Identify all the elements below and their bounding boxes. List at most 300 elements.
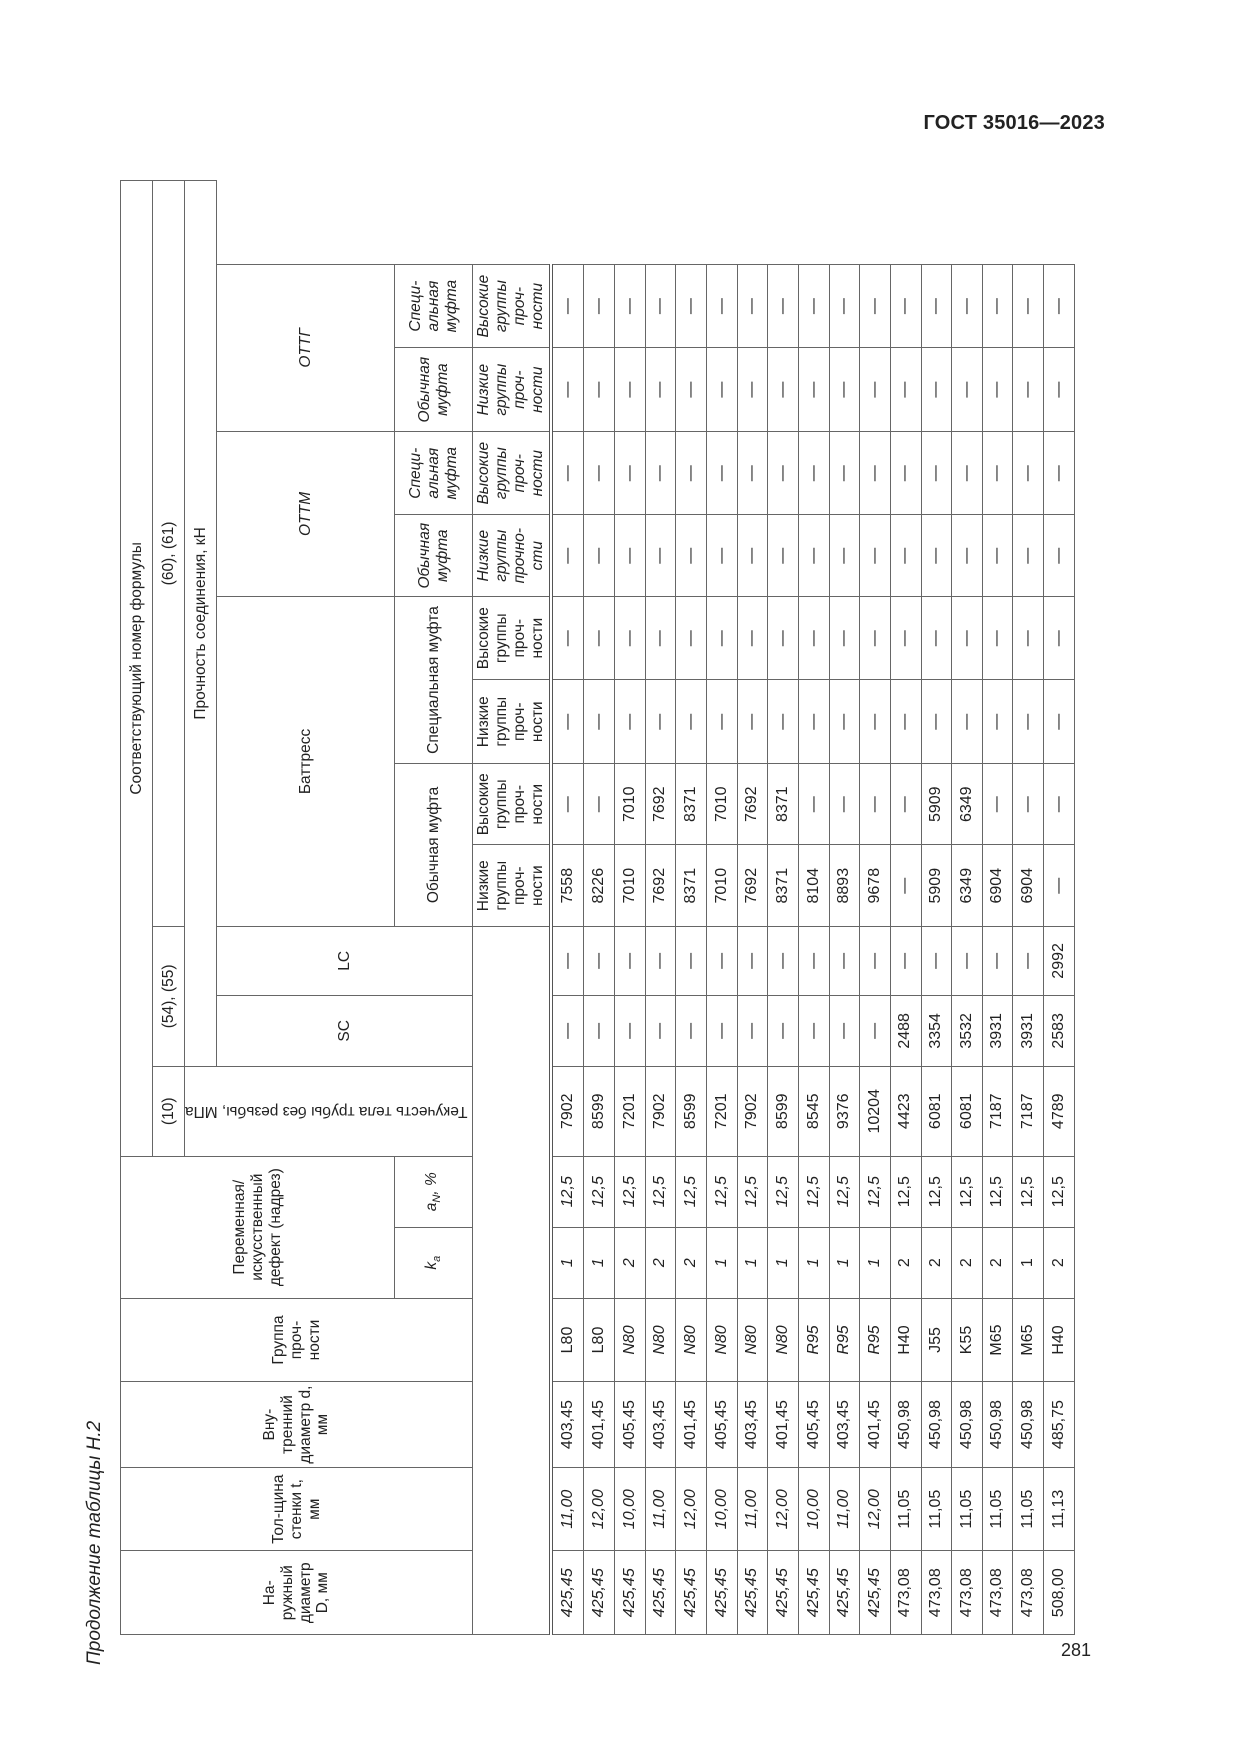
cell-t: 11,05: [1013, 1467, 1044, 1551]
cell-sc: —: [584, 995, 615, 1066]
cell-bh: —: [584, 764, 615, 845]
table-row: [584, 181, 615, 1635]
cell-t: 11,00: [551, 1467, 584, 1551]
cell-an: 12,5: [798, 1156, 829, 1227]
cell-sh: —: [982, 596, 1013, 680]
cell-bh: —: [982, 764, 1013, 845]
cell-ol: —: [890, 515, 921, 596]
cell-sh: —: [921, 596, 952, 680]
cell-sl: —: [768, 680, 799, 764]
cell-sl: —: [952, 680, 983, 764]
cell-d: 405,45: [798, 1382, 829, 1468]
cell-sh: —: [829, 596, 860, 680]
cell-g: N80: [614, 1298, 645, 1382]
cell-gh: —: [890, 264, 921, 348]
cell-g: L80: [551, 1298, 584, 1382]
cell-an: 12,5: [829, 1156, 860, 1227]
cell-sh: —: [890, 596, 921, 680]
cell-bl: 7558: [551, 845, 584, 926]
cell-ka: 2: [676, 1227, 707, 1298]
cell-D: 425,45: [829, 1551, 860, 1635]
cell-gh: —: [737, 264, 768, 348]
cell-g: N80: [737, 1298, 768, 1382]
cell-oh: —: [706, 431, 737, 515]
cell-bl: 8371: [676, 845, 707, 926]
cell-sl: —: [1044, 680, 1075, 764]
cell-sl: —: [614, 680, 645, 764]
cell-ol: —: [982, 515, 1013, 596]
cell-ka: 2: [890, 1227, 921, 1298]
cell-gh: —: [1044, 264, 1075, 348]
cell-sh: —: [860, 596, 891, 680]
cell-sc: —: [706, 995, 737, 1066]
cell-g: H40: [1044, 1298, 1075, 1382]
cell-t: 12,00: [584, 1467, 615, 1551]
cell-an: 12,5: [1044, 1156, 1075, 1227]
cell-bh: —: [829, 764, 860, 845]
cell-bl: 7010: [706, 845, 737, 926]
cell-oh: —: [614, 431, 645, 515]
table-row: [768, 181, 799, 1635]
cell-d: 450,98: [890, 1382, 921, 1468]
cell-sl: —: [890, 680, 921, 764]
ottm-regular-coupling: Обычная муфта: [395, 515, 473, 596]
cell-bl: 6904: [1013, 845, 1044, 926]
cell-D: 425,45: [584, 1551, 615, 1635]
cell-t: 11,05: [890, 1467, 921, 1551]
cell-D: 473,08: [890, 1551, 921, 1635]
table-row: [1013, 181, 1044, 1635]
cell-bh: 7010: [614, 764, 645, 845]
cell-y: 8545: [798, 1066, 829, 1156]
table-row: [829, 181, 860, 1635]
cell-sh: —: [1044, 596, 1075, 680]
cell-ol: —: [768, 515, 799, 596]
data-table: [120, 180, 1075, 1635]
table-row: [921, 181, 952, 1635]
cell-d: 401,45: [860, 1382, 891, 1468]
cell-an: 12,5: [614, 1156, 645, 1227]
page-number: 281: [1061, 1640, 1092, 1660]
col-ka: $k_a$: [395, 1227, 473, 1298]
table-row: [737, 181, 768, 1635]
cell-y: 9376: [829, 1066, 860, 1156]
cell-bl: 8104: [798, 845, 829, 926]
col-strength-group: Группа проч-ности: [121, 1298, 473, 1382]
cell-bh: 7010: [706, 764, 737, 845]
cell-ol: —: [921, 515, 952, 596]
cell-sc: 3354: [921, 995, 952, 1066]
table-caption: Продолжение таблицы Н.2: [84, 1420, 105, 1665]
formula-number-header: Соответствующий номер формулы: [121, 181, 153, 1157]
cell-sl: —: [860, 680, 891, 764]
cell-sc: 3931: [1013, 995, 1044, 1066]
cell-oh: —: [737, 431, 768, 515]
cell-ol: —: [860, 515, 891, 596]
cell-sh: —: [551, 596, 584, 680]
cell-gl: —: [890, 348, 921, 432]
cell-ka: 1: [768, 1227, 799, 1298]
cell-ol: —: [584, 515, 615, 596]
cell-D: 425,45: [645, 1551, 676, 1635]
cell-sh: —: [676, 596, 707, 680]
cell-oh: —: [1013, 431, 1044, 515]
cell-oh: —: [645, 431, 676, 515]
cell-sl: —: [645, 680, 676, 764]
cell-y: 8599: [584, 1066, 615, 1156]
cell-t: 11,00: [645, 1467, 676, 1551]
cell-ol: —: [829, 515, 860, 596]
col-inner-diameter: Вну-тренний диаметр d, мм: [121, 1382, 473, 1468]
cell-d: 401,45: [768, 1382, 799, 1468]
cell-bh: —: [551, 764, 584, 845]
cell-an: 12,5: [860, 1156, 891, 1227]
cell-sc: —: [768, 995, 799, 1066]
cell-ol: —: [551, 515, 584, 596]
cell-lc: —: [860, 926, 891, 995]
cell-lc: —: [706, 926, 737, 995]
cell-an: 12,5: [676, 1156, 707, 1227]
cell-gh: —: [829, 264, 860, 348]
cell-ka: 2: [921, 1227, 952, 1298]
cell-t: 10,00: [706, 1467, 737, 1551]
cell-an: 12,5: [706, 1156, 737, 1227]
table-row: [952, 181, 983, 1635]
cell-oh: —: [829, 431, 860, 515]
cell-bh: —: [860, 764, 891, 845]
cell-D: 425,45: [706, 1551, 737, 1635]
cell-t: 11,00: [737, 1467, 768, 1551]
cell-y: 8599: [768, 1066, 799, 1156]
cell-gl: —: [1044, 348, 1075, 432]
cell-an: 12,5: [952, 1156, 983, 1227]
cell-g: N80: [676, 1298, 707, 1382]
cell-y: 7187: [1013, 1066, 1044, 1156]
cell-y: 6081: [921, 1066, 952, 1156]
cell-gh: —: [860, 264, 891, 348]
cell-g: R95: [798, 1298, 829, 1382]
cell-oh: —: [952, 431, 983, 515]
cell-bl: 6349: [952, 845, 983, 926]
buttress-regular-low: Низкие группы проч-ности: [473, 845, 551, 926]
ottm-special-coupling: Специ-альная муфта: [395, 431, 473, 515]
cell-D: 425,45: [614, 1551, 645, 1635]
cell-lc: —: [614, 926, 645, 995]
cell-t: 11,05: [982, 1467, 1013, 1551]
col-lc: LC: [217, 926, 473, 995]
cell-oh: —: [921, 431, 952, 515]
cell-ka: 1: [551, 1227, 584, 1298]
cell-sh: —: [798, 596, 829, 680]
buttress-header: Баттресс: [217, 596, 395, 926]
cell-sl: —: [798, 680, 829, 764]
cell-sl: —: [706, 680, 737, 764]
cell-ka: 1: [1013, 1227, 1044, 1298]
cell-bl: 8893: [829, 845, 860, 926]
cell-bh: 6349: [952, 764, 983, 845]
cell-y: 7201: [614, 1066, 645, 1156]
col-sc: SC: [217, 995, 473, 1066]
cell-bh: —: [1044, 764, 1075, 845]
cell-lc: —: [551, 926, 584, 995]
cell-d: 403,45: [551, 1382, 584, 1468]
cell-oh: —: [798, 431, 829, 515]
cell-lc: —: [829, 926, 860, 995]
cell-sh: —: [706, 596, 737, 680]
table-row: [614, 181, 645, 1635]
buttress-special-high: Высокие группы проч-ности: [473, 596, 551, 680]
cell-y: 10204: [860, 1066, 891, 1156]
cell-an: 12,5: [921, 1156, 952, 1227]
cell-gl: —: [952, 348, 983, 432]
cell-ka: 1: [584, 1227, 615, 1298]
cell-ol: —: [614, 515, 645, 596]
cell-sl: —: [737, 680, 768, 764]
cell-D: 473,08: [952, 1551, 983, 1635]
cell-g: M65: [1013, 1298, 1044, 1382]
table-row: [676, 181, 707, 1635]
cell-d: 401,45: [676, 1382, 707, 1468]
cell-t: 11,13: [1044, 1467, 1075, 1551]
cell-g: J55: [921, 1298, 952, 1382]
cell-gl: —: [706, 348, 737, 432]
ottm-regular-low: Низкие группы прочно-сти: [473, 515, 551, 596]
cell-lc: —: [798, 926, 829, 995]
yield-strength-label: Текучесть тела трубы без резьбы, МПа: [185, 1103, 468, 1121]
col-defect: Переменная/ искусственный дефект (надрез): [121, 1156, 395, 1298]
cell-bl: 8226: [584, 845, 615, 926]
cell-y: 7902: [551, 1066, 584, 1156]
cell-y: 8599: [676, 1066, 707, 1156]
cell-oh: —: [551, 431, 584, 515]
cell-sl: —: [676, 680, 707, 764]
cell-sc: 2583: [1044, 995, 1075, 1066]
cell-sc: —: [676, 995, 707, 1066]
cell-sl: —: [551, 680, 584, 764]
cell-d: 403,45: [829, 1382, 860, 1468]
cell-g: M65: [982, 1298, 1013, 1382]
cell-y: 6081: [952, 1066, 983, 1156]
cell-bh: —: [1013, 764, 1044, 845]
cell-d: 405,45: [614, 1382, 645, 1468]
cell-gh: —: [768, 264, 799, 348]
cell-d: 450,98: [921, 1382, 952, 1468]
cell-bl: 7692: [645, 845, 676, 926]
cell-bl: 7692: [737, 845, 768, 926]
cell-lc: —: [645, 926, 676, 995]
table-row: [860, 181, 891, 1635]
cell-sh: —: [768, 596, 799, 680]
cell-d: 401,45: [584, 1382, 615, 1468]
cell-sc: 2488: [890, 995, 921, 1066]
table-row: [551, 181, 584, 1635]
cell-ol: —: [737, 515, 768, 596]
cell-D: 425,45: [676, 1551, 707, 1635]
col-yield-strength: [185, 1066, 473, 1156]
cell-gl: —: [584, 348, 615, 432]
cell-ka: 1: [860, 1227, 891, 1298]
buttress-regular-high: Высокие группы проч-ности: [473, 764, 551, 845]
cell-y: 7902: [737, 1066, 768, 1156]
cell-gl: —: [982, 348, 1013, 432]
cell-sc: 3931: [982, 995, 1013, 1066]
cell-ol: —: [645, 515, 676, 596]
table-row: [645, 181, 676, 1635]
cell-lc: —: [737, 926, 768, 995]
cell-t: 12,00: [676, 1467, 707, 1551]
cell-bh: 7692: [737, 764, 768, 845]
cell-g: L80: [584, 1298, 615, 1382]
cell-sc: —: [645, 995, 676, 1066]
cell-gh: —: [551, 264, 584, 348]
cell-gl: —: [1013, 348, 1044, 432]
cell-t: 11,05: [952, 1467, 983, 1551]
col-an: $a_N$, %: [395, 1156, 473, 1227]
cell-d: 450,98: [1013, 1382, 1044, 1468]
table-row: [798, 181, 829, 1635]
cell-sc: —: [614, 995, 645, 1066]
cell-an: 12,5: [645, 1156, 676, 1227]
cell-D: 425,45: [860, 1551, 891, 1635]
cell-t: 11,05: [921, 1467, 952, 1551]
cell-gl: —: [860, 348, 891, 432]
cell-gh: —: [706, 264, 737, 348]
cell-d: 403,45: [645, 1382, 676, 1468]
cell-an: 12,5: [982, 1156, 1013, 1227]
buttress-special-low: Низкие группы проч-ности: [473, 680, 551, 764]
cell-gl: —: [921, 348, 952, 432]
cell-gh: —: [921, 264, 952, 348]
ottg-regular-low: Низкие группы проч-ности: [473, 348, 551, 432]
cell-gh: —: [1013, 264, 1044, 348]
cell-D: 425,45: [768, 1551, 799, 1635]
cell-an: 12,5: [584, 1156, 615, 1227]
cell-gl: —: [768, 348, 799, 432]
cell-sc: —: [860, 995, 891, 1066]
cell-g: R95: [829, 1298, 860, 1382]
cell-gh: —: [952, 264, 983, 348]
cell-g: R95: [860, 1298, 891, 1382]
cell-lc: —: [952, 926, 983, 995]
col-wall-thickness: Тол-щина стенки t, мм: [121, 1467, 473, 1551]
cell-lc: —: [584, 926, 615, 995]
cell-gh: —: [676, 264, 707, 348]
cell-sl: —: [1013, 680, 1044, 764]
cell-y: 4789: [1044, 1066, 1075, 1156]
cell-t: 10,00: [798, 1467, 829, 1551]
cell-oh: —: [768, 431, 799, 515]
table-row: [1044, 181, 1075, 1635]
cell-oh: —: [1044, 431, 1075, 515]
cell-bh: 8371: [768, 764, 799, 845]
ottm-header: ОТТМ: [217, 431, 395, 596]
cell-ka: 2: [982, 1227, 1013, 1298]
ottg-header: ОТТГ: [217, 264, 395, 431]
cell-bl: 6904: [982, 845, 1013, 926]
buttress-special-coupling: Специальная муфта: [395, 596, 473, 763]
cell-ka: 1: [706, 1227, 737, 1298]
cell-oh: —: [860, 431, 891, 515]
cell-ol: —: [706, 515, 737, 596]
cell-bh: 8371: [676, 764, 707, 845]
cell-bh: 5909: [921, 764, 952, 845]
formula-10: (10): [153, 1066, 185, 1156]
cell-oh: —: [890, 431, 921, 515]
cell-sc: —: [798, 995, 829, 1066]
cell-bh: —: [798, 764, 829, 845]
table-row: [706, 181, 737, 1635]
cell-bl: 7010: [614, 845, 645, 926]
cell-lc: —: [921, 926, 952, 995]
cell-sh: —: [737, 596, 768, 680]
cell-lc: —: [676, 926, 707, 995]
cell-ol: —: [1013, 515, 1044, 596]
cell-sc: —: [551, 995, 584, 1066]
cell-gh: —: [982, 264, 1013, 348]
cell-sh: —: [1013, 596, 1044, 680]
cell-an: 12,5: [890, 1156, 921, 1227]
cell-d: 485,75: [1044, 1382, 1075, 1468]
table-row: [982, 181, 1013, 1635]
cell-gl: —: [798, 348, 829, 432]
cell-gl: —: [551, 348, 584, 432]
cell-lc: —: [982, 926, 1013, 995]
cell-sh: —: [584, 596, 615, 680]
cell-sc: —: [829, 995, 860, 1066]
cell-t: 12,00: [768, 1467, 799, 1551]
cell-gl: —: [645, 348, 676, 432]
ottg-regular-coupling: Обычная муфта: [395, 348, 473, 432]
cell-an: 12,5: [737, 1156, 768, 1227]
cell-lc: —: [768, 926, 799, 995]
cell-bl: 9678: [860, 845, 891, 926]
cell-D: 473,08: [982, 1551, 1013, 1635]
cell-ka: 1: [829, 1227, 860, 1298]
cell-bh: —: [890, 764, 921, 845]
cell-bl: 8371: [768, 845, 799, 926]
cell-t: 11,00: [829, 1467, 860, 1551]
cell-D: 508,00: [1044, 1551, 1075, 1635]
cell-y: 4423: [890, 1066, 921, 1156]
cell-D: 425,45: [551, 1551, 584, 1635]
cell-y: 7902: [645, 1066, 676, 1156]
cell-ka: 2: [952, 1227, 983, 1298]
cell-an: 12,5: [551, 1156, 584, 1227]
cell-sc: 3532: [952, 995, 983, 1066]
cell-d: 450,98: [982, 1382, 1013, 1468]
cell-g: N80: [706, 1298, 737, 1382]
cell-y: 7187: [982, 1066, 1013, 1156]
cell-ka: 2: [645, 1227, 676, 1298]
cell-ka: 1: [798, 1227, 829, 1298]
cell-t: 10,00: [614, 1467, 645, 1551]
cell-oh: —: [584, 431, 615, 515]
ottg-special-high: Высокие группы проч-ности: [473, 264, 551, 348]
cell-an: 12,5: [1013, 1156, 1044, 1227]
cell-sl: —: [982, 680, 1013, 764]
cell-sl: —: [829, 680, 860, 764]
col-outer-diameter: На-ружный диаметр D, мм: [121, 1551, 473, 1635]
cell-sl: —: [584, 680, 615, 764]
cell-bh: 7692: [645, 764, 676, 845]
cell-d: 405,45: [706, 1382, 737, 1468]
cell-ol: —: [952, 515, 983, 596]
cell-y: 7201: [706, 1066, 737, 1156]
table-row: [890, 181, 921, 1635]
cell-gl: —: [829, 348, 860, 432]
cell-ol: —: [676, 515, 707, 596]
rotated-table-wrapper: [120, 180, 1075, 1635]
